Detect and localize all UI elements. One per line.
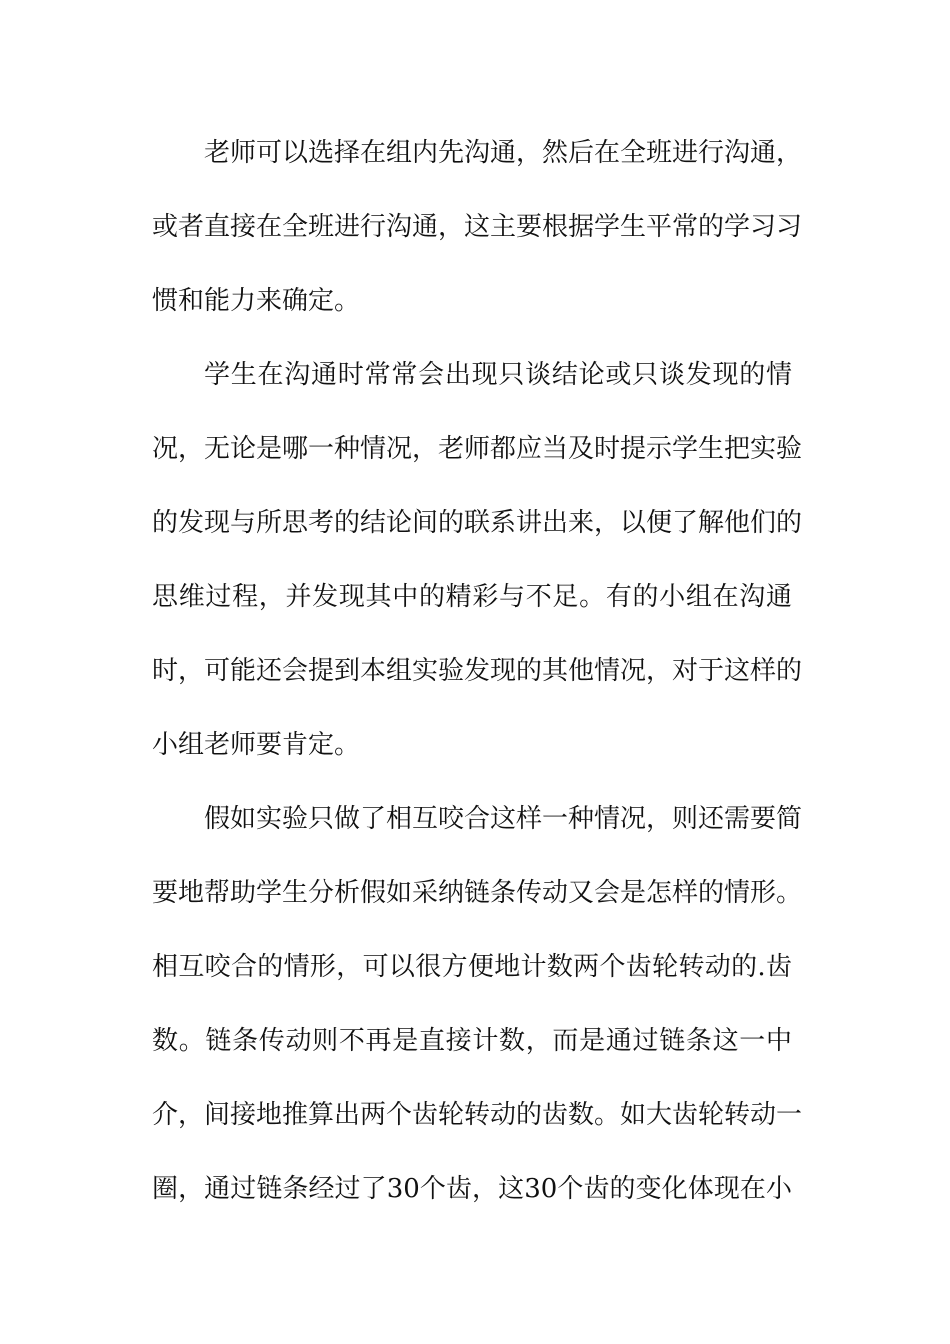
paragraph-2-line-6: 小组老师要肯定。 — [152, 730, 361, 760]
paragraph-3-line-3: 相互咬合的情形，可以很方便地计数两个齿轮转动的.齿 — [152, 952, 792, 982]
paragraph-2-line-1: 学生在沟通时常常会出现只谈结论或只谈发现的情 — [204, 360, 792, 390]
paragraph-2-line-4: 思维过程，并发现其中的精彩与不足。有的小组在沟通 — [152, 582, 792, 612]
paragraph-3-line-1: 假如实验只做了相互咬合这样一种情况，则还需要简 — [204, 804, 803, 834]
paragraph-1-line-1: 老师可以选择在组内先沟通，然后在全班进行沟通， — [204, 138, 803, 168]
paragraph-2-line-3: 的发现与所思考的结论间的联系讲出来，以便了解他们的 — [152, 508, 803, 538]
paragraph-1-line-2: 或者直接在全班进行沟通，这主要根据学生平常的学习习 — [152, 212, 803, 242]
paragraph-3-line-2: 要地帮助学生分析假如采纳链条传动又会是怎样的情形。 — [152, 878, 803, 908]
paragraph-3-line-4: 数。链条传动则不再是直接计数，而是通过链条这一中 — [152, 1026, 792, 1056]
paragraph-2-line-5: 时，可能还会提到本组实验发现的其他情况，对于这样的 — [152, 656, 803, 686]
paragraph-2-line-2: 况，无论是哪一种情况，老师都应当及时提示学生把实验 — [152, 434, 803, 464]
paragraph-3-line-5: 介，间接地推算出两个齿轮转动的齿数。如大齿轮转动一 — [152, 1100, 803, 1130]
paragraph-3-line-6: 圈，通过链条经过了30个齿，这30个齿的变化体现在小 — [152, 1174, 792, 1204]
paragraph-1-line-3: 惯和能力来确定。 — [152, 286, 361, 316]
